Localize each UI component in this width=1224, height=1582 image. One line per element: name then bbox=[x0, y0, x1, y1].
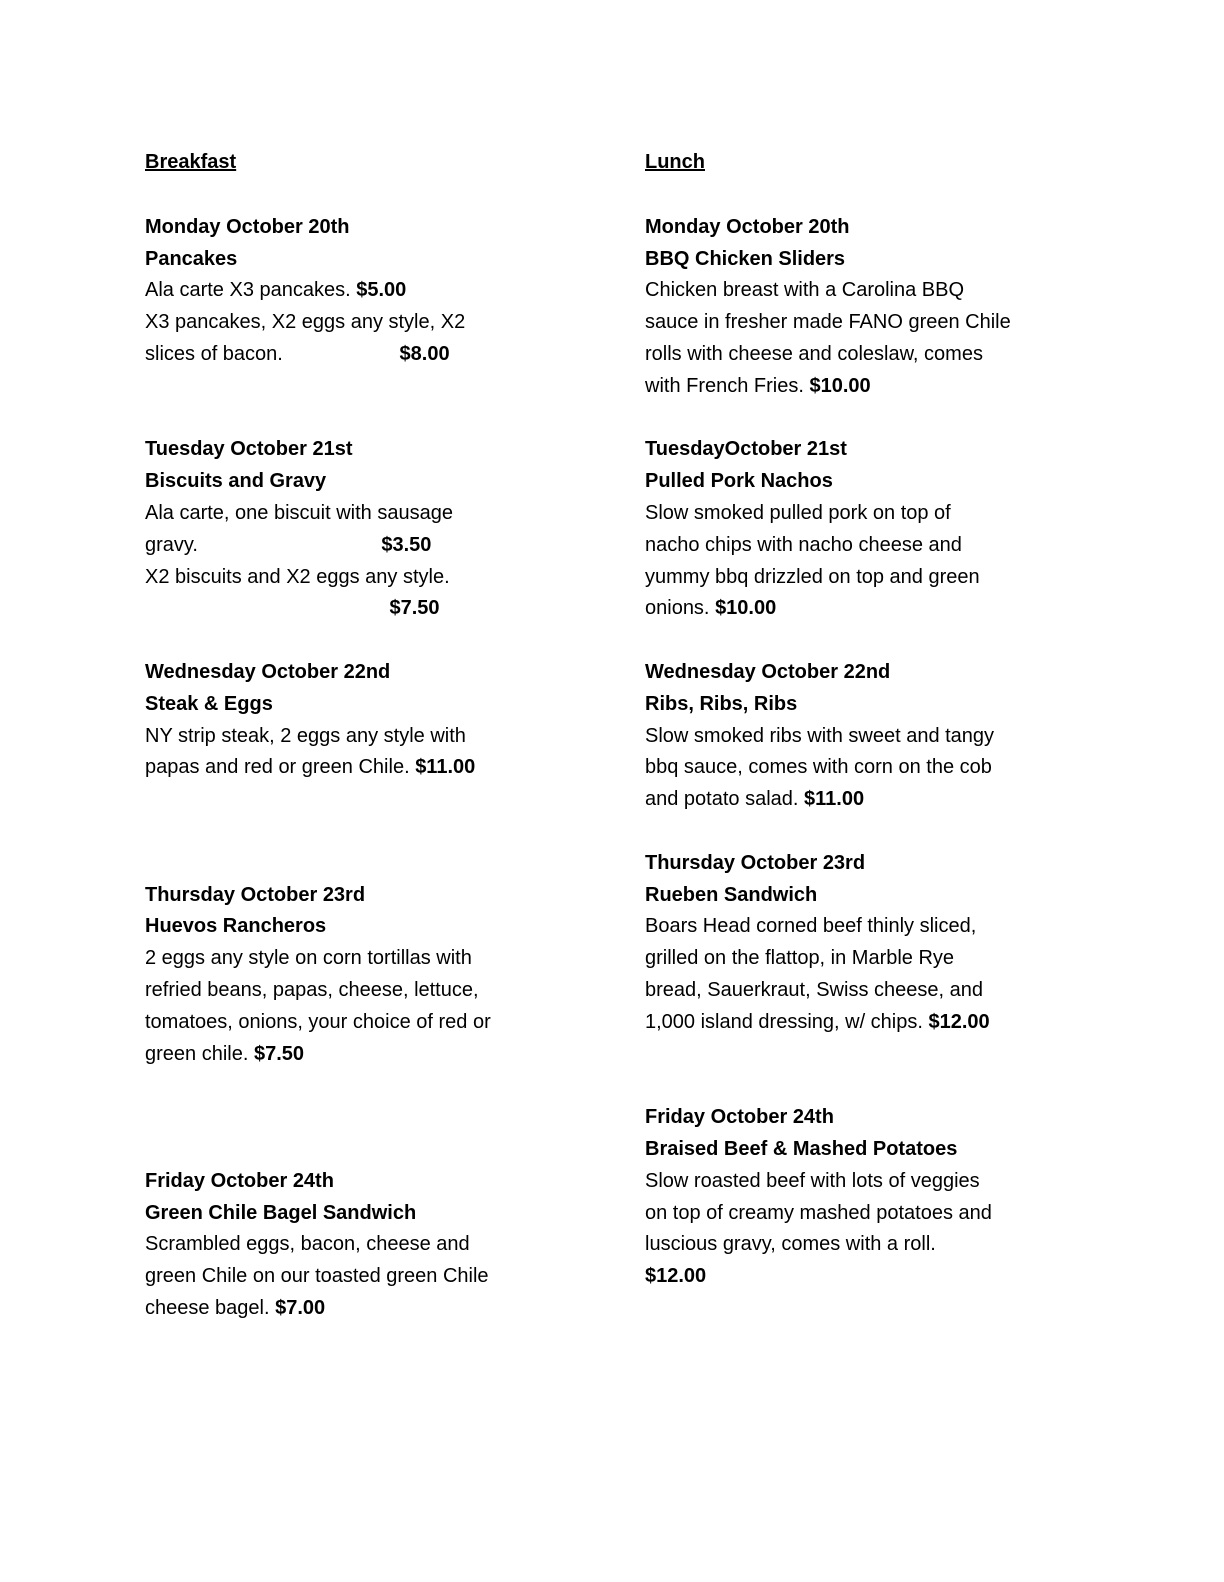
item-text: and potato salad. bbox=[645, 788, 805, 811]
item-text: gravy. bbox=[145, 533, 382, 556]
item-description-line bbox=[145, 498, 625, 530]
item-description-line bbox=[145, 975, 625, 1007]
item-description-line bbox=[145, 275, 625, 307]
item-text: Boars Head corned beef thinly sliced, bbox=[645, 915, 977, 938]
item-text: sauce in fresher made FANO green Chile bbox=[645, 311, 1011, 334]
item-text: on top of creamy mashed potatoes and bbox=[645, 1201, 992, 1224]
item-text: green Chile on our toasted green Chile bbox=[145, 1265, 489, 1288]
item-text: X3 pancakes, X2 eggs any style, X2 bbox=[145, 311, 466, 334]
item-text: Slow roasted beef with lots of veggies bbox=[645, 1169, 980, 1192]
item-price: $10.00 bbox=[715, 597, 777, 620]
item-text: luscious gravy, comes with a roll. bbox=[645, 1233, 936, 1256]
item-text: nacho chips with nacho cheese and bbox=[645, 533, 962, 556]
item-dish-name: Biscuits and Gravy bbox=[145, 470, 327, 493]
item-dish-name: BBQ Chicken Sliders bbox=[645, 247, 846, 270]
item-description-line bbox=[145, 943, 625, 975]
item-day: TuesdayOctober 21st bbox=[645, 438, 847, 461]
item-price: $10.00 bbox=[809, 374, 871, 397]
item-text: rolls with cheese and coleslaw, comes bbox=[645, 342, 983, 365]
item-dish-name: Ribs, Ribs, Ribs bbox=[645, 692, 798, 715]
item-day: Wednesday October 22nd bbox=[145, 660, 391, 683]
item-description-line bbox=[145, 1261, 625, 1293]
section-title: Lunch bbox=[645, 151, 705, 173]
item-description-line bbox=[145, 339, 625, 371]
item-day: Monday October 20th bbox=[145, 215, 350, 238]
menu-item bbox=[645, 848, 1125, 1039]
item-text: grilled on the flattop, in Marble Rye bbox=[645, 947, 955, 970]
item-text: 2 eggs any style on corn tortillas with bbox=[145, 947, 472, 970]
menu-item bbox=[645, 1102, 1125, 1293]
menu-item bbox=[145, 880, 625, 1071]
item-text: 1,000 island dressing, w/ chips. bbox=[645, 1010, 929, 1033]
item-text: slices of bacon. bbox=[145, 342, 400, 365]
menu-item bbox=[145, 434, 625, 625]
item-price: $7.50 bbox=[389, 597, 440, 620]
item-description-line bbox=[645, 339, 1125, 371]
item-description-line bbox=[645, 911, 1125, 943]
item-description-line bbox=[645, 975, 1125, 1007]
item-text: Chicken breast with a Carolina BBQ bbox=[645, 279, 965, 302]
item-price: $5.00 bbox=[356, 279, 407, 302]
item-text: Scrambled eggs, bacon, cheese and bbox=[145, 1233, 470, 1256]
menu-item bbox=[645, 657, 1125, 816]
item-description-line bbox=[145, 1039, 625, 1071]
item-dish-name: Pancakes bbox=[145, 247, 238, 270]
item-description-line bbox=[145, 1293, 625, 1325]
item-description-line bbox=[645, 1229, 1125, 1261]
item-dish-name: Rueben Sandwich bbox=[645, 883, 818, 906]
lunch-column bbox=[645, 147, 1125, 1293]
item-day: Tuesday October 21st bbox=[145, 438, 353, 461]
item-dish-name: Huevos Rancheros bbox=[145, 915, 327, 938]
item-text: papas and red or green Chile. bbox=[145, 756, 416, 779]
item-description-line bbox=[645, 562, 1125, 594]
item-description-line bbox=[645, 275, 1125, 307]
menu-item bbox=[645, 434, 1125, 625]
item-day: Friday October 24th bbox=[145, 1169, 334, 1192]
item-text: green chile. bbox=[145, 1042, 254, 1065]
item-price: $3.50 bbox=[381, 533, 432, 556]
item-price: $8.00 bbox=[399, 342, 450, 365]
item-text: refried beans, papas, cheese, lettuce, bbox=[145, 978, 479, 1001]
item-day: Friday October 24th bbox=[645, 1106, 834, 1129]
item-description-line bbox=[645, 784, 1125, 816]
item-description-line bbox=[145, 593, 625, 625]
item-dish-name: Steak & Eggs bbox=[145, 692, 273, 715]
item-description-line bbox=[145, 1229, 625, 1261]
item-description-line bbox=[645, 943, 1125, 975]
item-text: onions. bbox=[645, 597, 716, 620]
item-text: NY strip steak, 2 eggs any style with bbox=[145, 724, 466, 747]
item-text bbox=[145, 597, 390, 619]
item-text: Ala carte X3 pancakes. bbox=[145, 279, 357, 302]
item-dish-name: Braised Beef & Mashed Potatoes bbox=[645, 1137, 958, 1160]
item-description-line bbox=[645, 752, 1125, 784]
item-description-line bbox=[645, 1166, 1125, 1198]
item-day: Thursday October 23rd bbox=[145, 883, 366, 906]
item-description-line bbox=[645, 530, 1125, 562]
item-price: $12.00 bbox=[645, 1265, 707, 1288]
item-description-line bbox=[145, 562, 625, 594]
item-text: Slow smoked ribs with sweet and tangy bbox=[645, 724, 995, 747]
item-description-line bbox=[145, 721, 625, 753]
breakfast-column bbox=[145, 147, 625, 1325]
item-description-line bbox=[645, 498, 1125, 530]
item-text: Ala carte, one biscuit with sausage bbox=[145, 501, 453, 524]
item-price: $7.50 bbox=[253, 1042, 305, 1065]
section-title: Breakfast bbox=[145, 151, 237, 173]
item-text: bbq sauce, comes with corn on the cob bbox=[645, 756, 992, 779]
item-description-line bbox=[145, 307, 625, 339]
item-text: bread, Sauerkraut, Swiss cheese, and bbox=[645, 978, 983, 1001]
item-text: cheese bagel. bbox=[145, 1296, 276, 1319]
item-description-line bbox=[645, 1007, 1125, 1039]
item-day: Monday October 20th bbox=[645, 215, 850, 238]
item-day: Thursday October 23rd bbox=[645, 851, 866, 874]
menu-item bbox=[145, 657, 625, 784]
item-text: with French Fries. bbox=[645, 374, 810, 397]
item-price: $7.00 bbox=[275, 1296, 326, 1319]
item-price: $11.00 bbox=[804, 788, 865, 811]
item-text: X2 biscuits and X2 eggs any style. bbox=[145, 565, 450, 588]
menu-item bbox=[645, 212, 1125, 403]
item-dish-name: Green Chile Bagel Sandwich bbox=[145, 1201, 417, 1224]
item-text: tomatoes, onions, your choice of red or bbox=[145, 1010, 491, 1033]
item-description-line bbox=[645, 721, 1125, 753]
item-description-line bbox=[145, 530, 625, 562]
item-text: yummy bbq drizzled on top and green bbox=[645, 565, 980, 588]
item-text: Slow smoked pulled pork on top of bbox=[645, 501, 951, 524]
item-description-line bbox=[645, 307, 1125, 339]
item-description-line bbox=[145, 752, 625, 784]
item-day: Wednesday October 22nd bbox=[645, 660, 891, 683]
item-dish-name: Pulled Pork Nachos bbox=[645, 470, 833, 493]
item-price: $12.00 bbox=[928, 1010, 990, 1033]
item-price: $11.00 bbox=[415, 756, 476, 779]
item-description-line bbox=[645, 1198, 1125, 1230]
item-description-line bbox=[145, 1007, 625, 1039]
item-description-line bbox=[645, 371, 1125, 403]
item-description-line bbox=[645, 1261, 1125, 1293]
menu-item bbox=[145, 212, 625, 371]
menu-item bbox=[145, 1166, 625, 1325]
item-description-line bbox=[645, 593, 1125, 625]
